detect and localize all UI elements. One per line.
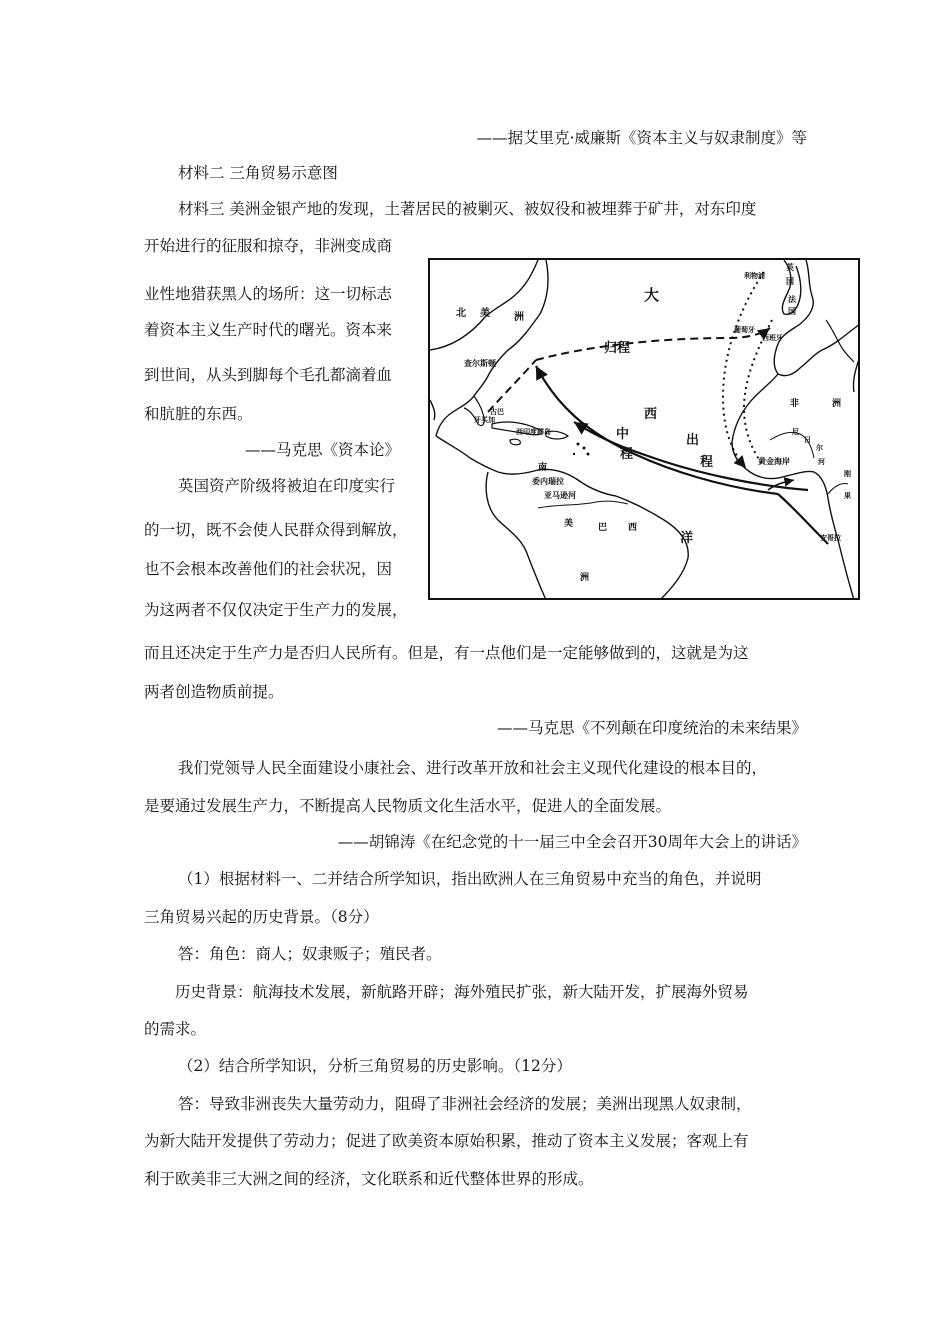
material3-line: 到世间，从头到脚每个毛孔都滴着血 [144, 366, 393, 384]
map-label: 大 [644, 286, 660, 304]
quote-party-source: ——胡锦涛《在纪念党的十一届三中全会召开30周年大会上的讲话》 [337, 833, 807, 851]
map-label: 西印度群岛 [516, 428, 551, 436]
material3-line: 材料三 美洲金银产地的发现，土著居民的被剿灭、被奴役和被埋葬于矿井，对东印度 [178, 200, 757, 218]
map-label: 巴 [598, 523, 608, 533]
map-label: 洲 [832, 399, 842, 409]
map-label: 查尔斯顿 [464, 359, 496, 368]
answer1-line: 答：角色：商人；奴隶贩子；殖民者。 [178, 945, 442, 963]
quote-party-line: 我们党领导人民全面建设小康社会、进行改革开放和社会主义现代化建设的根本目的， [178, 759, 768, 777]
map-label: 利物浦 [744, 272, 765, 280]
map-label: 刚 [844, 470, 851, 478]
quote-india-source: ——马克思《不列颠在印度统治的未来结果》 [496, 719, 807, 737]
map-label: 日 [804, 436, 811, 444]
map-label: 葡萄牙 [734, 326, 755, 334]
map-label: 牙买加 [474, 416, 495, 424]
question1-line: 三角贸易兴起的历史背景。（8分） [144, 908, 379, 926]
map-label: 委内瑞拉 [532, 477, 564, 486]
answer2-line: 为新大陆开发提供了劳动力；促进了欧美资本原始积累，推动了资本主义发展；客观上有 [144, 1132, 749, 1150]
map-label: 非 [790, 399, 800, 409]
map-label: 归程 [604, 341, 631, 356]
map-label: 洲 [580, 573, 590, 583]
map-label: 黄金海岸 [758, 457, 790, 466]
material2-title: 材料二 三角贸易示意图 [178, 164, 338, 182]
source-top: ——据艾里克·威廉斯《资本主义与奴隶制度》等 [476, 129, 807, 147]
map-label: 美 [480, 308, 490, 319]
map-label: 英 [786, 263, 794, 272]
map-label: 果 [844, 492, 851, 500]
map-label: 亚马逊河 [544, 491, 576, 500]
map-label: 西 [628, 523, 638, 533]
quote-india-line: 英国资产阶级将被迫在印度实行 [178, 477, 396, 495]
map-label: 尔 [816, 444, 823, 452]
map-label: 安哥拉 [820, 534, 841, 542]
map-label: 西班牙 [762, 334, 783, 342]
material3-line: 和肮脏的东西。 [144, 405, 253, 423]
map-label: 程 [700, 455, 714, 470]
material3-source: ——马克思《资本论》 [245, 441, 401, 459]
map-label: 北 [456, 308, 466, 319]
map-label: 出 [686, 433, 700, 448]
map-label: 河 [818, 458, 825, 466]
material3-line: 业性地猎获黑人的场所：这一切标志 [144, 285, 393, 303]
map-label: 程 [620, 447, 634, 462]
map-label: 国 [788, 307, 796, 316]
map-label: 国 [786, 277, 794, 286]
answer2-line: 答：导致非洲丧失大量劳动力，阻碍了非洲社会经济的发展；美洲出现黑人奴隶制， [178, 1095, 752, 1113]
map-label: 美 [564, 519, 574, 529]
material3-line: 开始进行的征服和掠夺，非洲变成商 [144, 237, 393, 255]
map-label: 尼 [792, 428, 799, 436]
answer1-line: 的需求。 [144, 1020, 207, 1038]
material3-line: 着资本主义生产时代的曙光。资本来 [144, 321, 393, 339]
map-label: 法 [788, 295, 796, 304]
quote-india-line: 而且还决定于生产力是否归人民所有。但是，有一点他们是一定能够做到的，这就是为这 [144, 644, 749, 662]
quote-india-line: 为这两者不仅仅决定于生产力的发展， [144, 601, 408, 619]
quote-india-line: 的一切，既不会使人民群众得到解放， [144, 521, 408, 539]
map-label: 洋 [680, 531, 694, 546]
answer1-line: 历史背景：航海技术发展，新航路开辟；海外殖民扩张，新大陆开发，扩展海外贸易 [175, 983, 749, 1001]
map-label: 古巴 [490, 408, 504, 416]
answer2-line: 利于欧美非三大洲之间的经济，文化联系和近代整体世界的形成。 [144, 1170, 594, 1188]
map-label: 南 [538, 463, 548, 473]
quote-party-line: 是要通过发展生产力，不断提高人民物质文化生活水平，促进人的全面发展。 [144, 797, 672, 815]
triangle-trade-map [428, 258, 860, 600]
question1-line: （1）根据材料一、二并结合所学知识，指出欧洲人在三角贸易中充当的角色，并说明 [178, 870, 762, 888]
quote-india-line: 也不会根本改善他们的社会状况，因 [144, 560, 393, 578]
question2-line: （2）结合所学知识，分析三角贸易的历史影响。（12分） [178, 1057, 572, 1075]
map-label: 中 [616, 427, 630, 442]
map-label: 西 [644, 407, 658, 422]
map-svg [428, 258, 860, 600]
map-label: 洲 [514, 312, 524, 323]
quote-india-line: 两者创造物质前提。 [144, 683, 284, 701]
